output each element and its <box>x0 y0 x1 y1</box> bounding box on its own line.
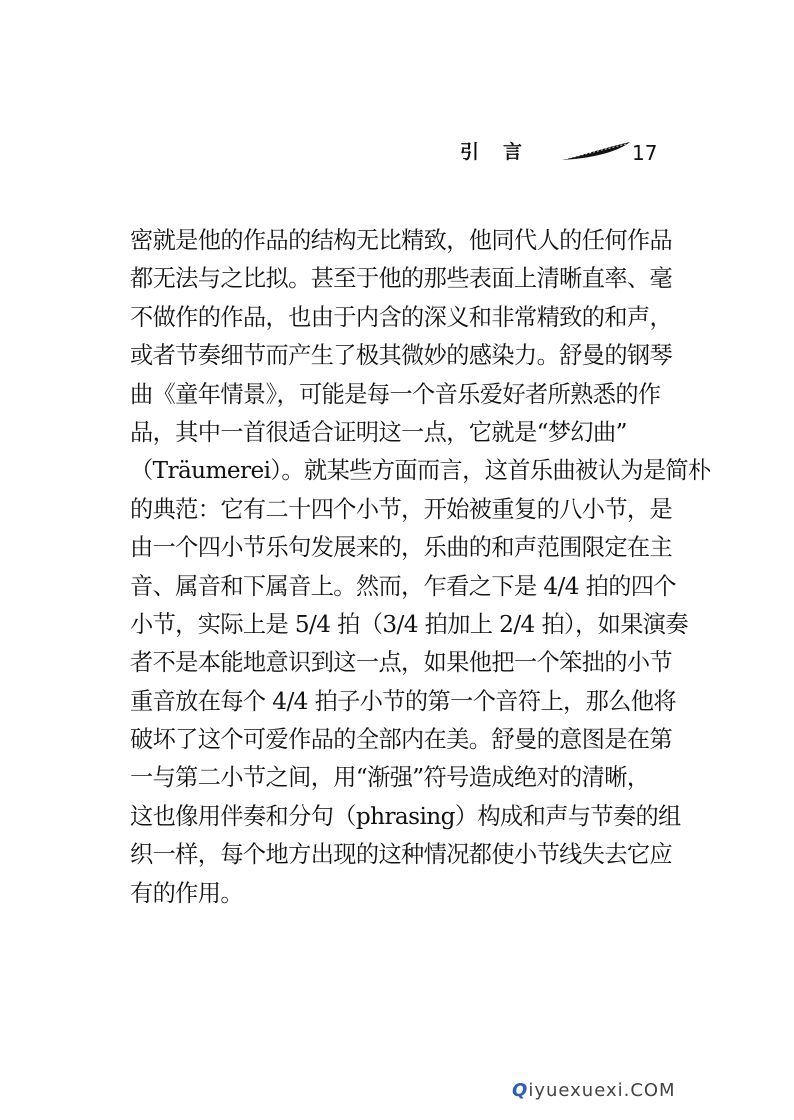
body-text <box>130 222 711 913</box>
text-line: 音、属音和下属音上。然而，乍看之下是 4/4 拍的四个 <box>130 572 676 600</box>
watermark-prefix: Q <box>512 1080 529 1101</box>
text-line: 密就是他的作品的结构无比精致，他同代人的任何作品 <box>130 227 673 254</box>
watermark-text: iyuexuexi.COM <box>528 1080 676 1101</box>
text-line: 这也像用伴奏和分句（phrasing）构成和声与节奏的组 <box>130 802 681 830</box>
text-line: 织一样，每个地方出现的这种情况都使小节线失去它应 <box>130 841 673 869</box>
text-line: 有的作用。 <box>130 879 243 907</box>
chapter-title: 引言 <box>460 141 547 163</box>
text-line: 都无法与之比拟。甚至于他的那些表面上清晰直率、毫 <box>130 265 673 293</box>
text-line: 或者节奏细节而产生了极其微妙的感染力。舒曼的钢琴 <box>130 342 673 370</box>
text-line: 的典范：它有二十四个小节，开始被重复的八小节，是 <box>130 495 673 523</box>
page-header <box>460 138 700 168</box>
text-line: 一与第二小节之间，用“渐强”符号造成绝对的清晰， <box>130 764 650 792</box>
text-line: 小节，实际上是 5/4 拍（3/4 拍加上 2/4 拍），如果演奏 <box>130 610 688 638</box>
text-line: 品，其中一首很适合证明这一点，它就是“梦幻曲” <box>130 418 627 446</box>
page-number: 17 <box>632 141 658 165</box>
text-line: 不做作的作品，也由于内含的深义和非常精致的和声， <box>130 303 673 331</box>
quill-pen-icon <box>560 140 632 164</box>
text-line: 曲《童年情景》，可能是每一个音乐爱好者所熟悉的作 <box>130 380 661 408</box>
text-line: （Träumerei）。就某些方面而言，这首乐曲被认为是简朴 <box>130 457 711 485</box>
text-line: 者不是本能地意识到这一点，如果他把一个笨拙的小节 <box>130 649 673 677</box>
text-line: 破坏了这个可爱作品的全部内在美。舒曼的意图是在第 <box>130 726 673 754</box>
text-line: 由一个四小节乐句发展来的，乐曲的和声范围限定在主 <box>130 534 673 562</box>
site-watermark <box>512 1080 676 1101</box>
text-line: 重音放在每个 4/4 拍子小节的第一个音符上，那么他将 <box>130 687 676 715</box>
